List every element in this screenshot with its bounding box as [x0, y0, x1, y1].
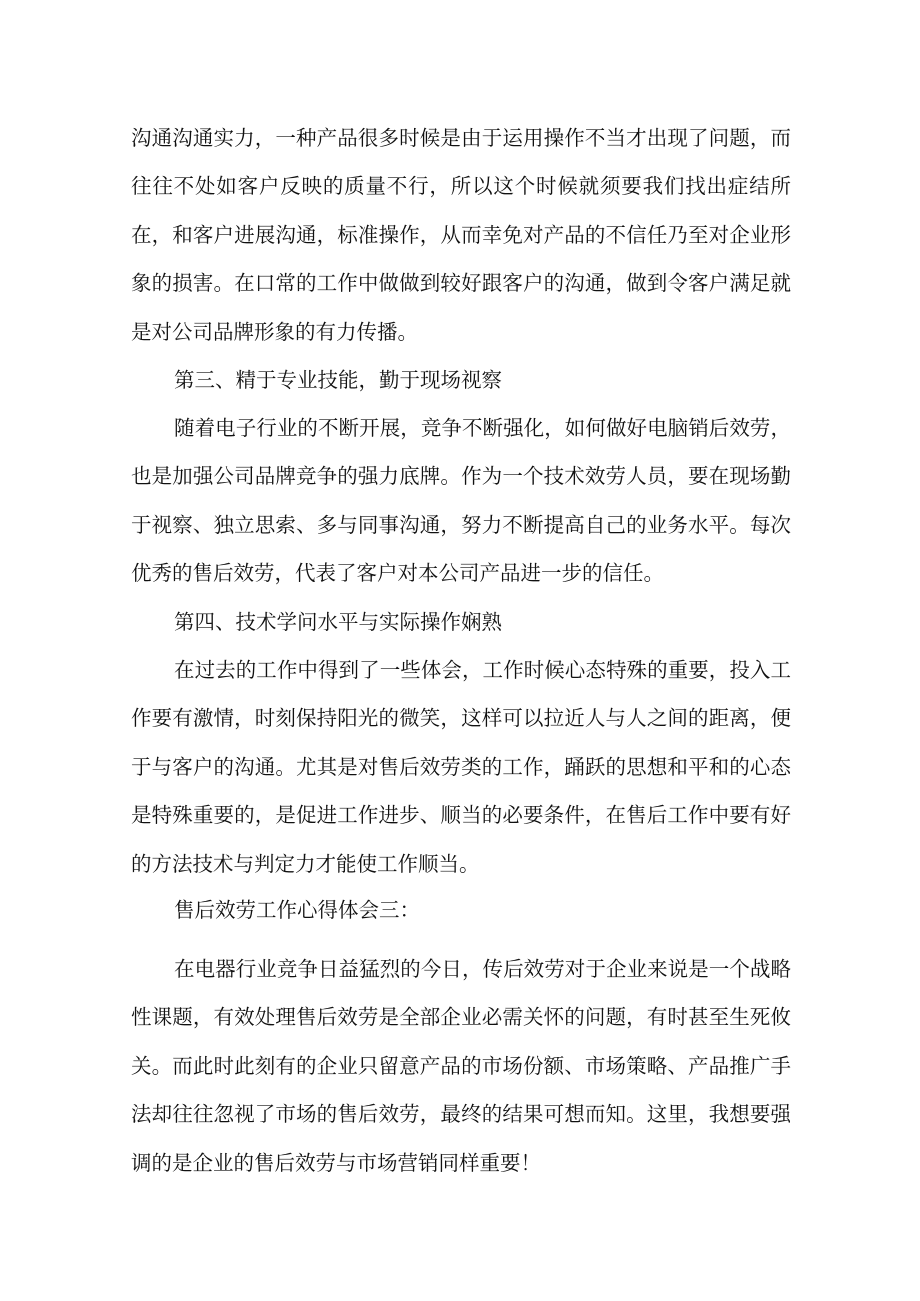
body-paragraph-communication: 沟通沟通实力，一种产品很多时候是由于运用操作不当才出现了问题，而往往不处如客户反映的质量不行，所以这个时候就须要我们找出症结所在，和客户进展沟通，标准操作，从而幸免对产品的不信任乃至对企业形象的损害。在口常的工作中做做到较好跟客户的沟通，做到令客户满足就是对公司品牌形象的有力传播。 — [131, 126, 791, 344]
section-heading-part-three: 售后效劳工作心得体会三： — [174, 898, 420, 922]
body-paragraph-electronics: 随着电子行业的不断开展，竞争不断强化，如何做好电脑销后效劳，也是加强公司品牌竞争的强力底牌。作为一个技术效劳人员，要在现场勤于视察、独立思索、多与同事沟通，努力不断提高自己的业务水平。每次优秀的售后效劳，代表了客户对本公司产品进一步的信任。 — [131, 416, 791, 586]
section-heading-fourth: 第四、技术学问水平与实际操作娴熟 — [174, 610, 502, 634]
body-paragraph-experience: 在过去的工作中得到了一些体会，工作时候心态特殊的重要，投入工作要有激情，时刻保持阳光的微笑，这样可以拉近人与人之间的距离，便于与客户的沟通。尤其是对售后效劳类的工作，踊跃的思想和平和的心态是特殊重要的，是促进工作进步、顺当的必要条件，在售后工作中要有好的方法技术与判定力才能使工作顺当。 — [131, 658, 791, 876]
body-paragraph-appliance-industry: 在电器行业竞争日益猛烈的今日，传后效劳对于企业来说是一个战略性课题，有效处理售后效劳是全部企业必需关怀的问题，有时甚至生死攸关。而此时此刻有的企业只留意产品的市场份额、市场策略、产品推广手法却往往忽视了市场的售后效劳，最终的结果可想而知。这里，我想要强调的是企业的售后效劳与市场营销同样重要！ — [131, 957, 791, 1175]
section-heading-third: 第三、精于专业技能，勤于现场视察 — [174, 368, 502, 392]
